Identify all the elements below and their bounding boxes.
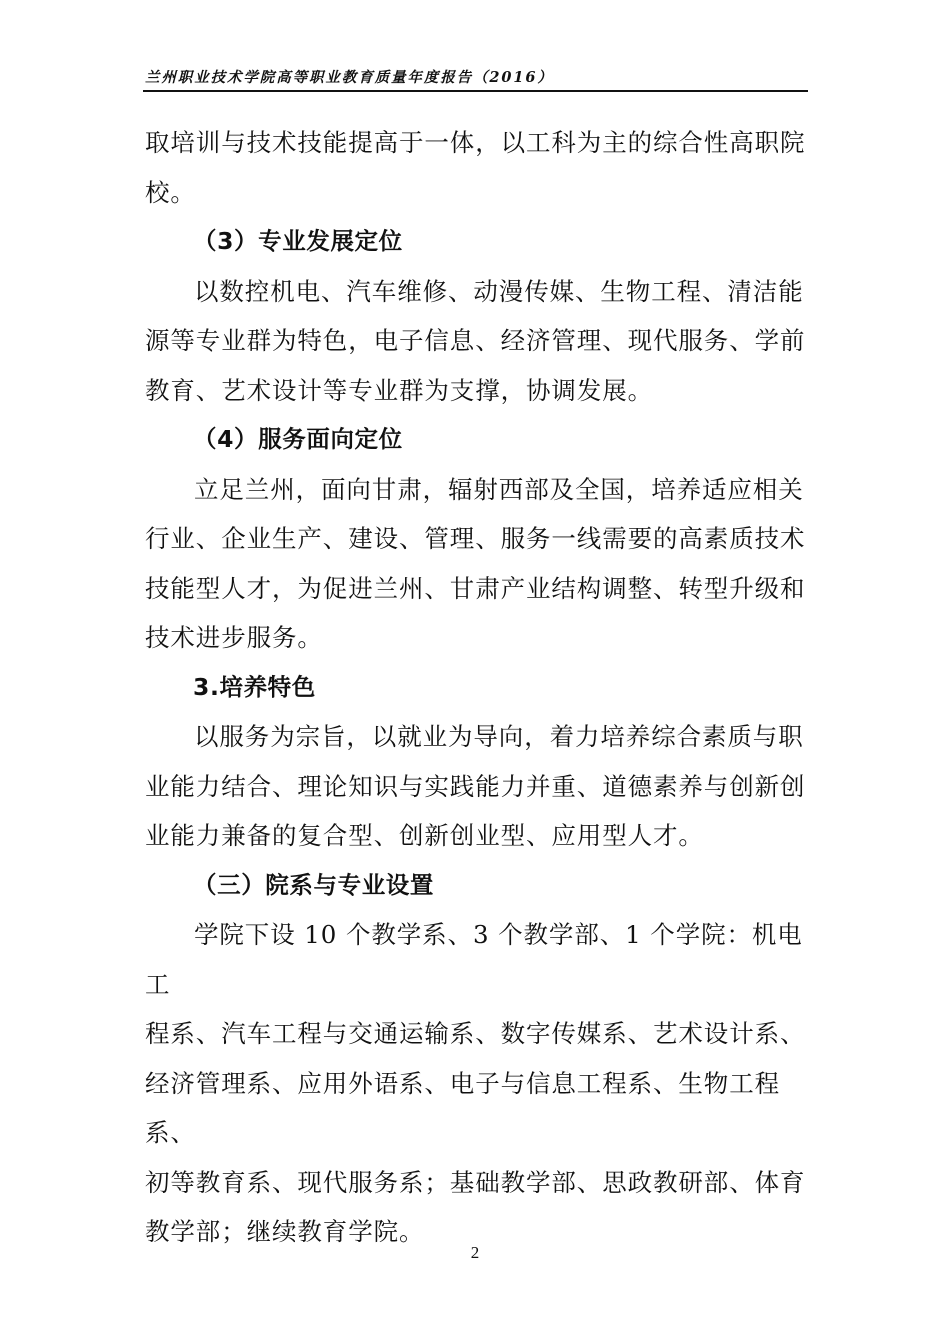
section-heading-training-features: 3.培养特色 [193,672,316,701]
paragraph-line: 源等专业群为特色，电子信息、经济管理、现代服务、学前 [145,326,806,355]
paragraph-line: 行业、企业生产、建设、管理、服务一线需要的高素质技术 [145,524,806,553]
paragraph-training-features [145,712,815,861]
document-body [145,118,815,1257]
section-heading-3: （3）专业发展定位 [193,227,403,255]
paragraph-service-positioning [145,465,815,663]
section-heading-4: （4）服务面向定位 [193,425,403,453]
paragraph-major-positioning [145,267,815,416]
paragraph-line: 业能力兼备的复合型、创新创业型、应用型人才。 [145,821,704,850]
paragraph-line: 技能型人才，为促进兰州、甘肃产业结构调整、转型升级和 [145,573,806,603]
paragraph-line: 程系、汽车工程与交通运输系、数字传媒系、艺术设计系、 [145,1019,806,1048]
header-title: 兰州职业技术学院高等职业教育质量年度报告（2016） [145,69,554,86]
paragraph-line: 教育、艺术设计等专业群为支撑，协调发展。 [145,375,653,405]
paragraph-line: 立足兰州，面向甘肃，辐射西部及全国，培养适应相关 [194,474,804,504]
paragraph-line: 技术进步服务。 [145,623,323,652]
paragraph-line: 教学部；继续教育学院。 [145,1217,425,1246]
paragraph-departments [145,910,815,1257]
section-heading-departments: （三）院系与专业设置 [193,870,434,899]
paragraph-continued [145,118,815,217]
paragraph-line: 业能力结合、理论知识与实践能力并重、道德素养与创新创 [145,771,806,801]
paragraph-line: 经济管理系、应用外语系、电子与信息工程系、生物工程系、 [145,1068,780,1147]
running-header [143,62,808,92]
page-number: 2 [470,1243,480,1262]
paragraph-line: 学院下设 10 个教学系、3 个教学部、1 个学院：机电工 [145,920,803,999]
paragraph-line: 以数控机电、汽车维修、动漫传媒、生物工程、清洁能 [194,276,804,306]
paragraph-line: 以服务为宗旨，以就业为导向，着力培养综合素质与职 [194,722,804,751]
paragraph-line: 初等教育系、现代服务系；基础教学部、思政教研部、体育 [145,1167,806,1197]
paragraph-line: 取培训与技术技能提高于一体，以工科为主的综合性高职院 [145,128,806,157]
paragraph-line: 校。 [145,177,196,207]
